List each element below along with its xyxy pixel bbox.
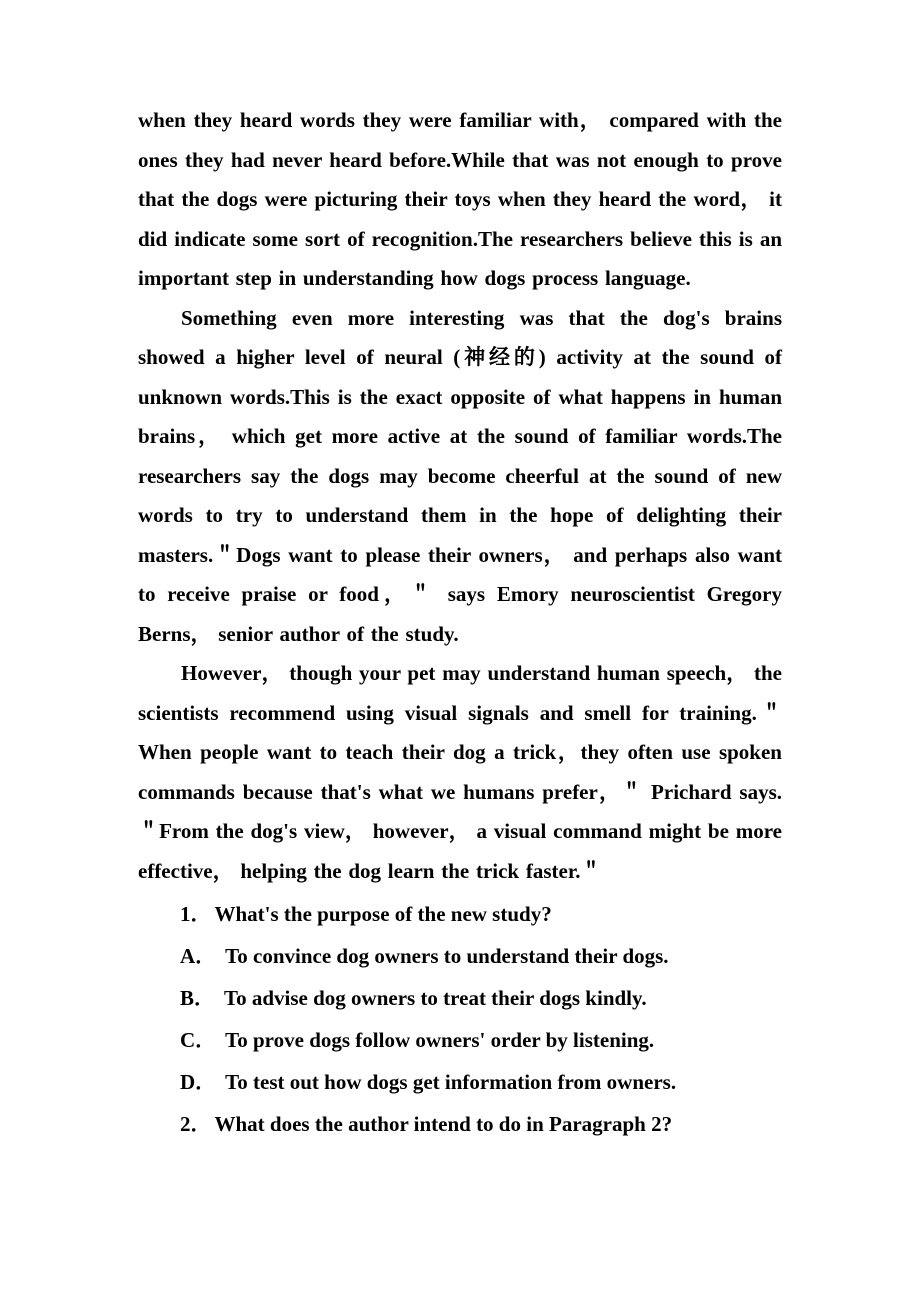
option-c-text: To prove dogs follow owners' order by listening. [225,1028,655,1052]
question-1-number: 1． [180,902,212,926]
option-a-text: To convince dog owners to understand their dogs. [225,944,669,968]
paragraph-1-continued: when they heard words they were familiar with， compared with the ones they had never heard before.While that was not enough to prove that the dogs were picturing their toys when they heard the word， it did indicate some sort of recognition.The researchers believe this is an important step in understanding how dogs process language. [138,108,782,290]
option-c-label: C． [180,1028,217,1052]
option-d-text: To test out how dogs get information from owners. [225,1070,677,1094]
option-d-label: D． [180,1070,217,1094]
question-2-number: 2． [180,1112,212,1136]
paragraph-3: However， though your pet may understand human speech， the scientists recommend using visual signals and smell for training.＂When people want to teach their dog a trick，they often use spoken commands because that's what we humans prefer，＂ Prichard says.＂From the dog's view， however， a visual command might be more effective， helping the dog learn the trick faster.＂ [138,661,782,883]
option-b-text: To advise dog owners to treat their dogs kindly. [224,986,647,1010]
question-1-text: What's the purpose of the new study? [214,902,552,926]
question-2 [180,1103,782,1145]
question-2-text: What does the author intend to do in Paragraph 2? [214,1112,673,1136]
option-a-label: A． [180,944,217,968]
paragraph-2: Something even more interesting was that the dog's brains showed a higher level of neural (神经的) activity at the sound of unknown words.This is the exact opposite of what happens in human brains， which get more active at the sound of familiar words.The researchers say the dogs may become cheerful at the sound of new words to try to understand them in the hope of delighting their masters.＂Dogs want to please their owners， and perhaps also want to receive praise or food，＂ says Emory neuroscientist Gregory Berns， senior author of the study. [138,305,782,646]
question-1-option-d [180,1061,782,1103]
option-b-label: B． [180,986,216,1010]
question-1-option-c [180,1019,782,1061]
question-1-option-b [180,977,782,1019]
questions-section [138,893,782,1145]
question-1 [180,893,782,935]
question-1-option-a [180,935,782,977]
